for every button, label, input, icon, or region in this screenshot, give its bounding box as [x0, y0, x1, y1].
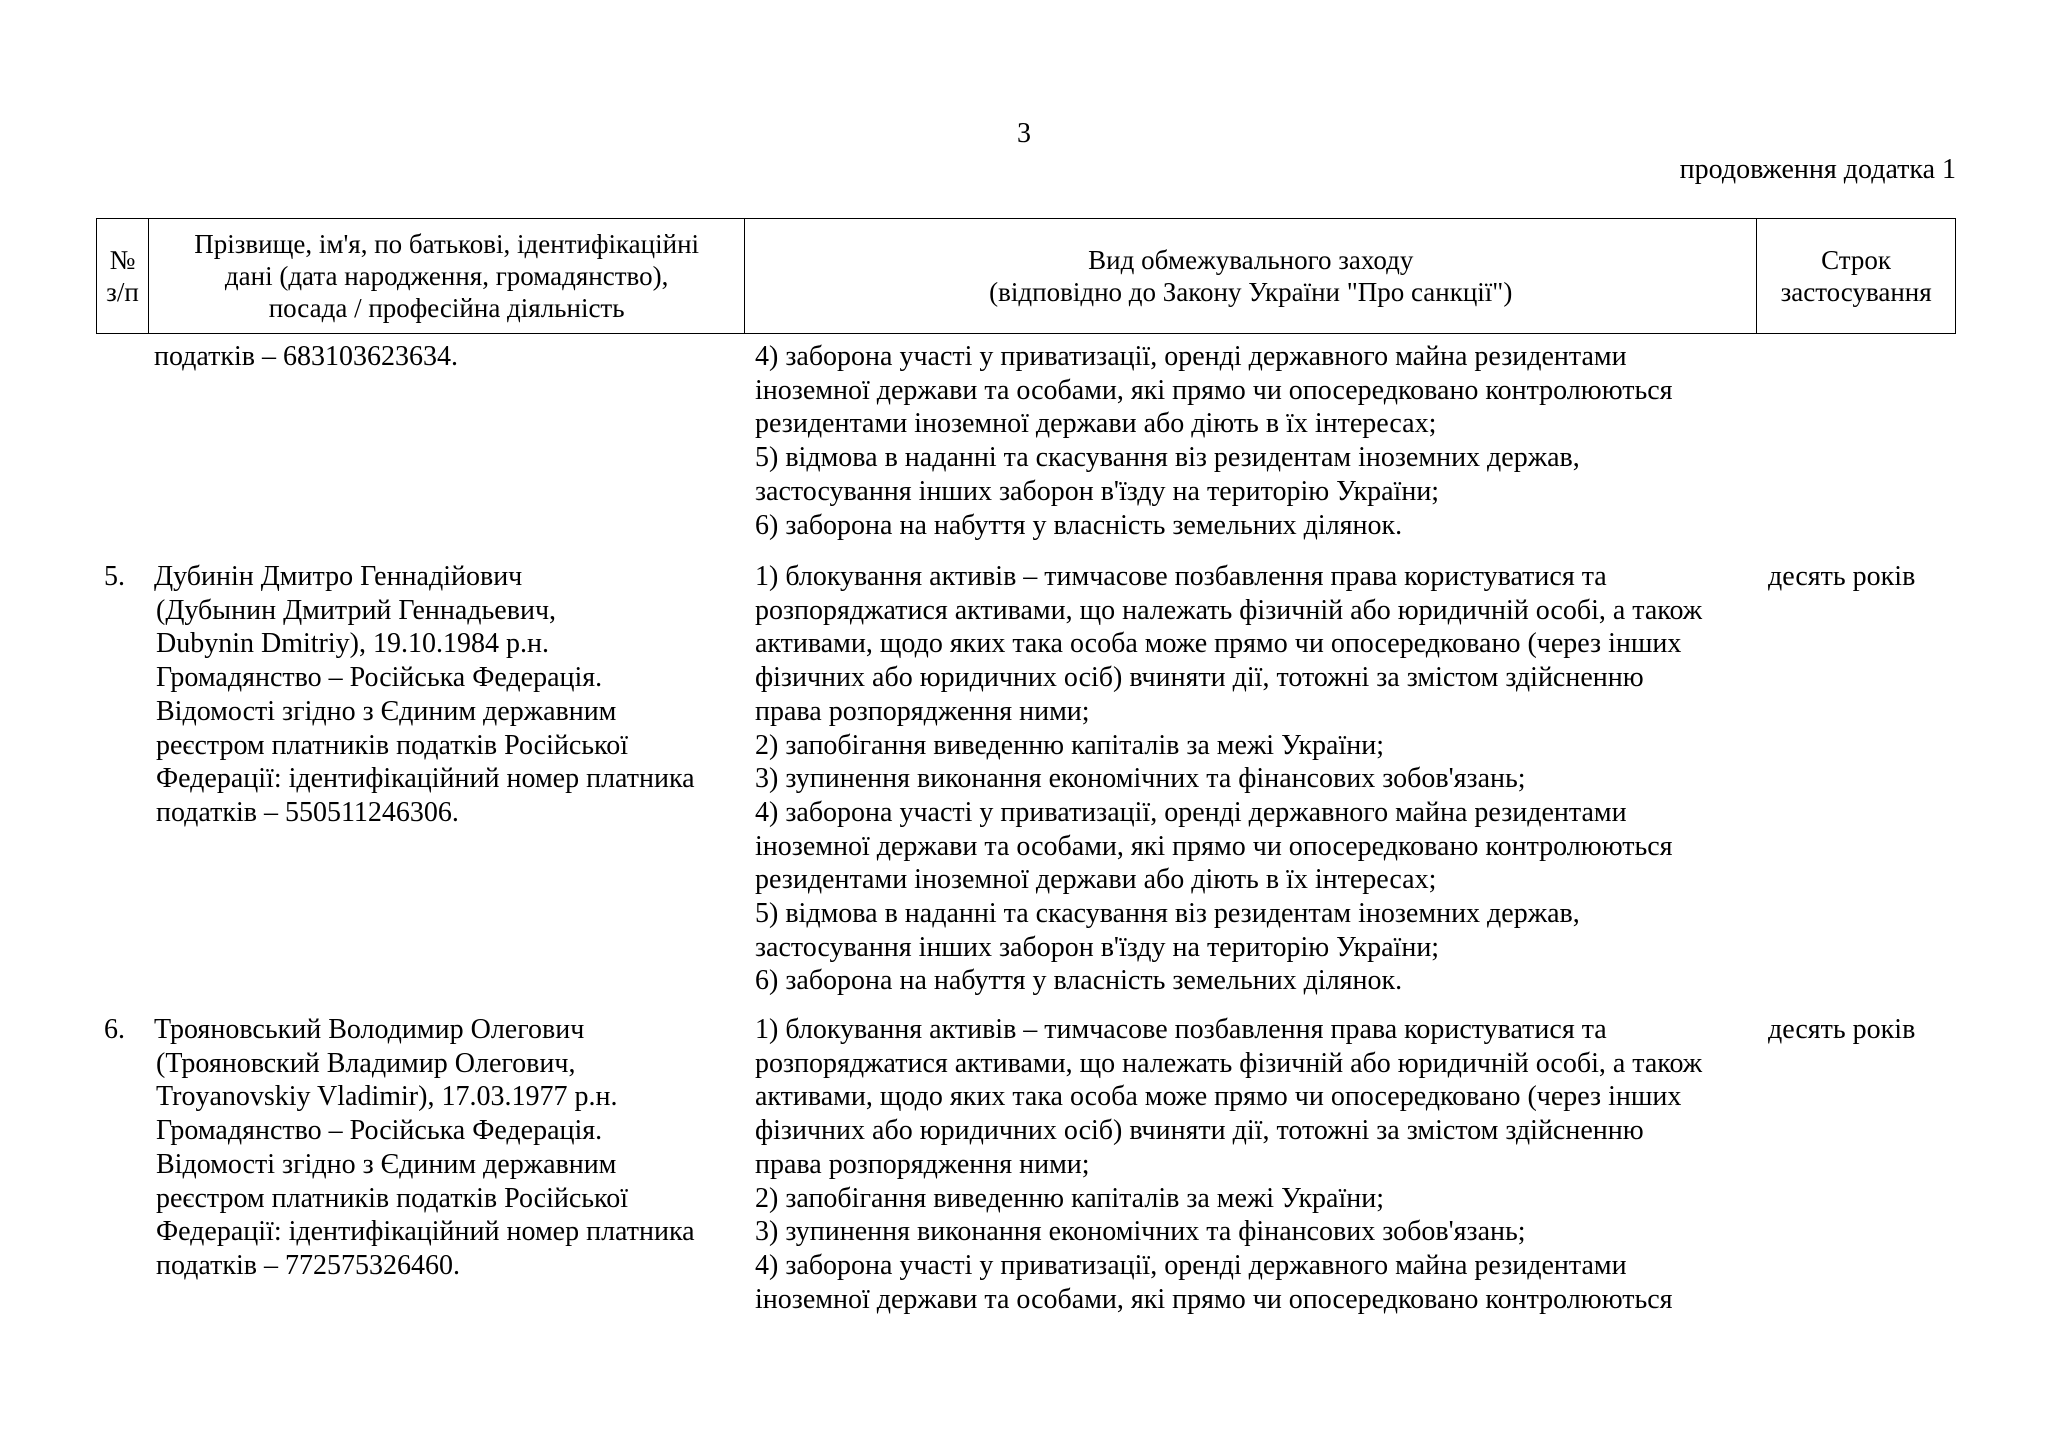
row-0-name: [154, 340, 458, 374]
measure-line: активами, щодо яких така особа може прямо чи опосередковано (через інших: [755, 1081, 1682, 1113]
name-line: Дубинін Дмитро Геннадійович: [154, 561, 523, 592]
name-line: Громадянство – Російська Федерація.: [156, 662, 603, 694]
measure-line: 3) зупинення виконання економічних та фінансових зобов'язань;: [755, 763, 1526, 795]
measure-line: 2) запобігання виведенню капіталів за межі України;: [755, 729, 1385, 761]
header-measure-line: Вид обмежувального заходу: [1088, 245, 1414, 275]
name-line: Громадянство – Російська Федерація.: [156, 1115, 603, 1147]
measure-line: резидентами іноземної держави або діють в їх інтересах;: [755, 864, 1437, 896]
measure-line: 4) заборона участі у приватизації, оренді державного майна резидентами: [755, 1249, 1627, 1281]
name-line: реєстром платників податків Російської: [156, 1182, 628, 1214]
row-5-name: [154, 560, 695, 830]
measure-line: 6) заборона на набуття у власність земельних ділянок.: [755, 965, 1403, 997]
measure-line: застосування інших заборон в'їзду на територію України;: [755, 931, 1440, 963]
name-line: реєстром платників податків Російської: [156, 729, 628, 761]
row-6-measure: [755, 1013, 1702, 1316]
name-line: Dubynin Dmitriy), 19.10.1984 р.н.: [156, 628, 549, 660]
page-number: 3: [1017, 118, 1031, 149]
name-line: Troyanovskiy Vladimir), 17.03.1977 р.н.: [156, 1081, 618, 1113]
measure-line: 5) відмова в наданні та скасування віз резидентам іноземних держав,: [755, 442, 1580, 474]
measure-line: іноземної держави та особами, які прямо чи опосередковано контролюються: [755, 1283, 1673, 1315]
measure-line: 5) відмова в наданні та скасування віз резидентам іноземних держав,: [755, 898, 1580, 930]
header-num-line: №: [109, 245, 136, 275]
measure-line: права розпорядження ними;: [755, 1148, 1090, 1180]
row-0-measure: [755, 340, 1673, 542]
header-measure-cell: [745, 219, 1757, 333]
header-name-cell: [149, 219, 745, 333]
measure-line: резидентами іноземної держави або діють в їх інтересах;: [755, 408, 1437, 440]
row-6-term: десять років: [1768, 1014, 1916, 1045]
measure-line: іноземної держави та особами, які прямо чи опосередковано контролюються: [755, 374, 1673, 406]
header-term-cell: [1757, 219, 1955, 333]
measure-line: розпоряджатися активами, що належать фізичній або юридичній особі, а також: [755, 1047, 1703, 1079]
header-term-line: застосування: [1780, 277, 1932, 307]
continuation-label: продовження додатка 1: [1679, 154, 1956, 185]
measure-line: 1) блокування активів – тимчасове позбавлення права користуватися та: [755, 1014, 1607, 1045]
measure-line: права розпорядження ними;: [755, 695, 1090, 727]
name-line: Трояновський Володимир Олегович: [154, 1014, 585, 1045]
name-line: Федерації: ідентифікаційний номер платника: [156, 1216, 695, 1248]
header-num-line: з/п: [106, 277, 139, 307]
measure-line: розпоряджатися активами, що належать фізичній або юридичній особі, а також: [755, 594, 1703, 626]
measure-line: 2) запобігання виведенню капіталів за межі України;: [755, 1182, 1385, 1214]
name-line: Відомості згідно з Єдиним державним: [156, 1148, 617, 1180]
measure-line: 1) блокування активів – тимчасове позбавлення права користуватися та: [755, 561, 1607, 592]
measure-line: іноземної держави та особами, які прямо чи опосередковано контролюються: [755, 830, 1673, 862]
measure-line: 6) заборона на набуття у власність земельних ділянок.: [755, 509, 1403, 541]
row-5-measure: [755, 560, 1702, 998]
name-line: податків – 550511246306.: [156, 796, 459, 828]
measure-line: 4) заборона участі у приватизації, оренді державного майна резидентами: [755, 796, 1627, 828]
header-measure-line: (відповідно до Закону України "Про санкції"): [989, 277, 1513, 307]
measure-line: 3) зупинення виконання економічних та фінансових зобов'язань;: [755, 1216, 1526, 1248]
header-name-line: Прізвище, ім'я, по батькові, ідентифікаційні: [194, 229, 700, 259]
row-6-num: 6.: [104, 1014, 125, 1045]
name-line: податків – 683103623634.: [154, 341, 458, 372]
name-line: (Трояновский Владимир Олегович,: [156, 1047, 576, 1079]
name-line: (Дубынин Дмитрий Геннадьевич,: [156, 594, 557, 626]
measure-line: фізичних або юридичних осіб) вчиняти дії, тотожні за змістом здійсненню: [755, 1115, 1644, 1147]
header-name-line: посада / професійна діяльність: [268, 293, 625, 323]
measure-line: фізичних або юридичних осіб) вчиняти дії, тотожні за змістом здійсненню: [755, 662, 1644, 694]
measure-line: 4) заборона участі у приватизації, оренді державного майна резидентами: [755, 341, 1627, 372]
measure-line: активами, щодо яких така особа може прямо чи опосередковано (через інших: [755, 628, 1682, 660]
header-term-line: Строк: [1821, 245, 1892, 275]
table-header: [96, 218, 1956, 334]
header-num-cell: [97, 219, 149, 333]
row-5-term: десять років: [1768, 561, 1916, 592]
name-line: Федерації: ідентифікаційний номер платника: [156, 763, 695, 795]
name-line: податків – 772575326460.: [156, 1249, 460, 1281]
name-line: Відомості згідно з Єдиним державним: [156, 695, 617, 727]
row-5-num: 5.: [104, 561, 125, 592]
measure-line: застосування інших заборон в'їзду на територію України;: [755, 475, 1440, 507]
row-6-name: [154, 1013, 695, 1283]
header-name-line: дані (дата народження, громадянство),: [224, 261, 669, 291]
